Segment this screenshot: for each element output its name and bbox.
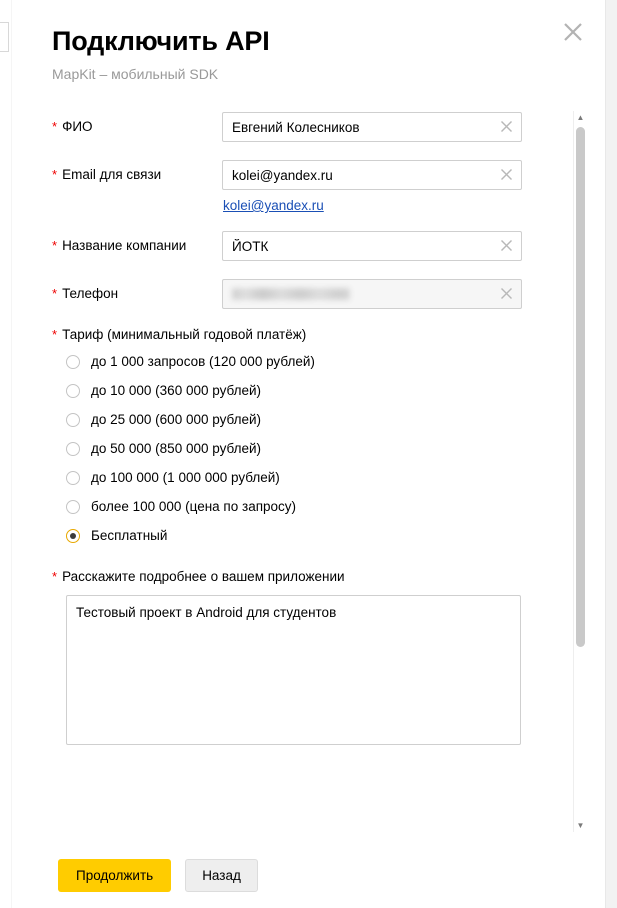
required-marker: * [52,286,58,301]
clear-icon[interactable] [498,237,515,254]
tariff-option-label: до 100 000 (1 000 000 рублей) [91,470,280,485]
fullname-input[interactable] [222,112,522,142]
label-fullname-text: ФИО [62,119,93,134]
background-page-fragment [0,22,9,52]
tariff-option-4[interactable] [66,470,565,485]
background-page-right-edge [604,0,617,908]
label-email [52,160,222,184]
radio-icon[interactable] [66,471,80,485]
control-fullname [222,112,565,142]
description-textarea[interactable] [66,595,521,745]
label-fullname [52,112,222,136]
required-marker: * [52,167,58,182]
label-phone-text: Телефон [62,286,119,301]
label-tariff [52,327,565,342]
tariff-option-label: более 100 000 (цена по запросу) [91,499,297,514]
form-scroll-viewport [12,100,605,842]
label-description [52,569,565,584]
radio-icon[interactable] [66,384,80,398]
radio-icon[interactable] [66,355,80,369]
continue-button[interactable]: Продолжить [58,859,171,892]
form-scroll-region [12,100,605,842]
control-email [222,160,565,213]
input-wrap-company [222,231,522,261]
connect-api-modal [12,0,605,908]
scrollbar-thumb[interactable] [576,127,585,647]
tariff-option-6[interactable] [66,528,565,543]
phone-value-redacted [232,288,350,300]
tariff-option-3[interactable] [66,441,565,456]
required-marker: * [52,238,58,253]
label-company-text: Название компании [62,238,187,253]
tariff-option-label: до 50 000 (850 000 рублей) [91,441,262,456]
tariff-option-label: до 1 000 запросов (120 000 рублей) [91,354,315,369]
tariff-radio-group [66,354,565,543]
label-company [52,231,222,255]
field-row-phone [52,279,565,309]
radio-icon-selected[interactable] [66,529,80,543]
back-button[interactable]: Назад [185,859,258,892]
company-input[interactable] [222,231,522,261]
tariff-option-2[interactable] [66,412,565,427]
field-row-fullname [52,112,565,142]
api-request-form [12,100,605,765]
input-wrap-fullname [222,112,522,142]
tariff-option-5[interactable] [66,499,565,514]
page-title: Подключить API [52,26,270,56]
modal-header [12,0,605,82]
required-marker: * [52,119,58,134]
scroll-down-arrow-icon[interactable]: ▼ [576,821,585,830]
email-input[interactable] [222,160,522,190]
tariff-option-0[interactable] [66,354,565,369]
label-tariff-text: Тариф (минимальный годовой платёж) [62,327,307,342]
clear-icon[interactable] [498,166,515,183]
required-marker: * [52,569,58,584]
clear-icon[interactable] [498,285,515,302]
tariff-option-label: до 10 000 (360 000 рублей) [91,383,262,398]
radio-icon[interactable] [66,413,80,427]
modal-footer [12,842,605,908]
input-wrap-phone [222,279,522,309]
close-icon[interactable] [559,18,587,46]
control-phone [222,279,565,309]
control-company [222,231,565,261]
clear-icon[interactable] [498,118,515,135]
label-description-text: Расскажите подробнее о вашем приложении [62,569,345,584]
label-email-text: Email для связи [62,167,162,182]
scrollbar[interactable] [573,111,587,832]
radio-icon[interactable] [66,442,80,456]
email-suggestion-link[interactable]: kolei@yandex.ru [223,198,324,213]
required-marker: * [52,327,58,342]
tariff-option-label: Бесплатный [91,528,168,543]
field-row-company [52,231,565,261]
radio-icon[interactable] [66,500,80,514]
label-phone [52,279,222,303]
input-wrap-email [222,160,522,190]
modal-subtitle: MapKit – мобильный SDK [52,66,219,83]
tariff-option-label: до 25 000 (600 000 рублей) [91,412,262,427]
tariff-option-1[interactable] [66,383,565,398]
scroll-up-arrow-icon[interactable]: ▲ [576,113,585,122]
field-row-email [52,160,565,213]
